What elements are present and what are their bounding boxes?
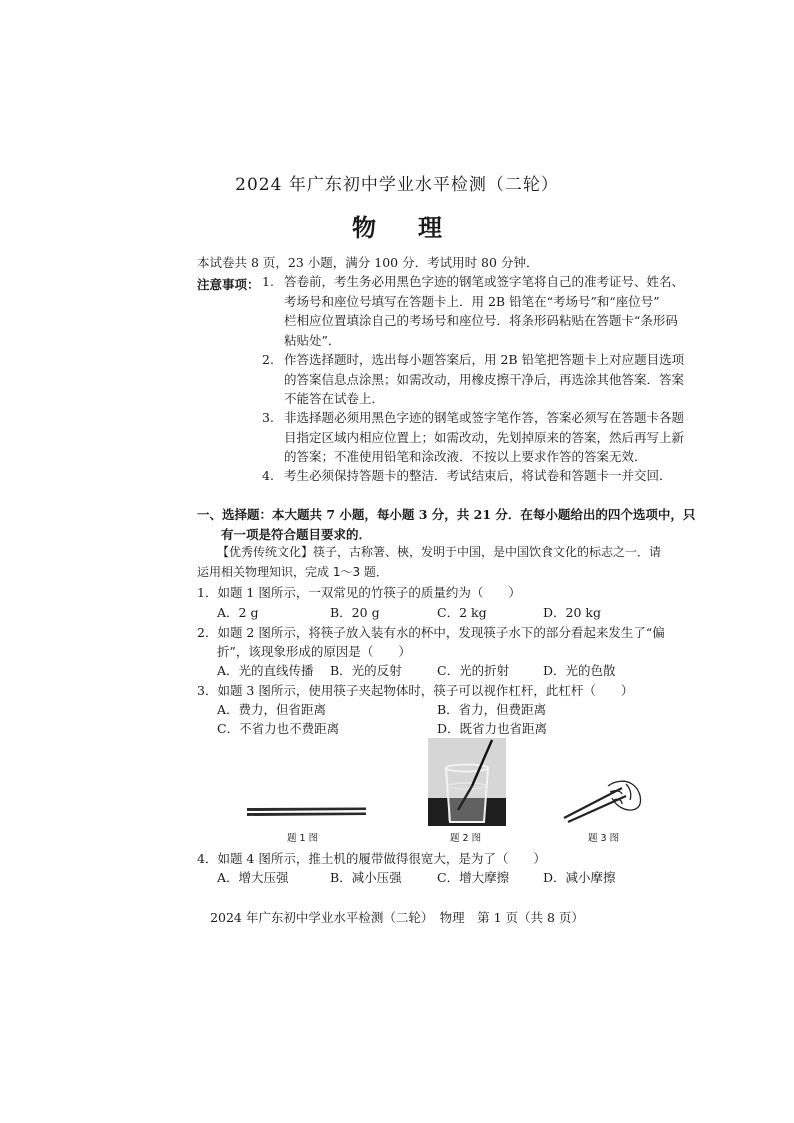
section-heading-line: 一、选择题：本大题共 7 小题，每小题 3 分，共 21 分．在每小题给出的四个选项中，只	[197, 507, 696, 522]
question-2-stem-cont: 折”，该现象形成的原因是（ ）	[217, 644, 411, 659]
q2-option-b: B．光的反射	[330, 663, 402, 678]
q4-option-b: B．减小压强	[330, 870, 402, 885]
q3-option-d: D．既省力也省距离	[437, 721, 548, 736]
question-1-stem: 1．如题 1 图所示，一双常见的竹筷子的质量约为（ ）	[197, 585, 521, 600]
q4-option-a: A．增大压强	[217, 870, 289, 885]
q4-option-d: D．减小摩擦	[543, 870, 616, 885]
chopsticks-pair-icon	[247, 808, 366, 817]
q1-option-c: C．2 kg	[437, 605, 487, 620]
notice-line: 作答选择题时，选出每小题答案后，用 2B 铅笔把答题卡上对应题目选项	[284, 352, 685, 367]
context-paragraph	[197, 543, 700, 582]
hand-holding-chopsticks-icon	[564, 781, 641, 822]
notice-line: 考场号和座位号填写在答题卡上．用 2B 铅笔在“考场号”和“座位号”	[284, 293, 660, 309]
notice-num: 1.	[262, 274, 274, 289]
exam-intro: 本试卷共 8 页，23 小题，满分 100 分．考试用时 80 分钟．	[197, 255, 539, 270]
notice-line: 目指定区域内相应位置上；如需改动，先划掉原来的答案，然后再写上新	[284, 429, 685, 445]
notice-line: 答卷前，考生务必用黑色字迹的钢笔或签字笔将自己的准考证号、姓名、	[284, 274, 685, 289]
notice-line: 不能答在试卷上．	[284, 391, 385, 406]
chopsticks-figure	[245, 800, 370, 824]
q4-option-c: C．增大摩擦	[437, 870, 510, 885]
notice-item-3	[262, 408, 702, 467]
q3-option-a: A．费力，但省距离	[217, 702, 327, 717]
figure-3-caption: 题 3 图	[588, 833, 620, 844]
notice-item-1	[262, 272, 702, 350]
exam-title: 2024 年广东初中学业水平检测（二轮）	[235, 175, 559, 195]
q3-option-c: C．不省力也不费距离	[217, 721, 340, 736]
question-2-stem: 2．如题 2 图所示，将筷子放入装有水的杯中，发现筷子水下的部分看起来发生了“偏	[197, 625, 665, 640]
notice-item-2	[262, 350, 702, 409]
figure-2-caption: 题 2 图	[450, 833, 482, 844]
q2-option-c: C．光的折射	[437, 663, 510, 678]
context-line: 运用相关物理知识，完成 1～3 题．	[197, 564, 388, 579]
notice-line: 非选择题必须用黑色字迹的钢笔或签字笔作答，答案必须写在答题卡各题	[284, 410, 685, 425]
question-3-stem: 3．如题 3 图所示，使用筷子夹起物体时，筷子可以视作杠杆，此杠杆（ ）	[197, 683, 634, 698]
water-cup-figure	[428, 738, 506, 826]
notice-item-4	[262, 466, 702, 486]
subject-title: 物理	[352, 213, 484, 242]
q1-option-a: A．2 g	[217, 605, 259, 620]
hand-chopsticks-figure	[560, 778, 644, 824]
page-footer: 2024 年广东初中学业水平检测（二轮） 物理 第 1 页（共 8 页）	[210, 910, 584, 925]
context-line: 【优秀传统文化】筷子，古称箸、梜，发明于中国，是中国饮食文化的标志之一．请	[217, 545, 662, 559]
section-heading	[197, 505, 697, 544]
q3-option-b: B．省力，但费距离	[437, 702, 547, 717]
notice-line: 的答案信息点涂黑；如需改动，用橡皮擦干净后，再选涂其他答案．答案	[284, 371, 685, 387]
q1-option-d: D．20 kg	[543, 605, 601, 620]
notice-num: 3.	[262, 410, 274, 425]
notice-line: 粘贴处”．	[284, 332, 341, 348]
chopstick-in-water-cup-icon	[428, 738, 506, 826]
q2-option-a: A．光的直线传播	[217, 663, 314, 678]
notice-line: 栏相应位置填涂自己的考场号和座位号．将条形码粘贴在答题卡“条形码	[284, 313, 678, 328]
notice-num: 2.	[262, 352, 274, 367]
q2-option-d: D．光的色散	[543, 663, 616, 678]
figure-1-caption: 题 1 图	[287, 833, 319, 844]
notice-label: 注意事项：	[197, 277, 260, 292]
section-heading-line: 有一项是符合题目要求的．	[221, 526, 372, 542]
notice-line: 考生必须保持答题卡的整洁．考试结束后，将试卷和答题卡一并交回．	[284, 468, 672, 483]
notice-line: 的答案；不准使用铅笔和涂改液．不按以上要求作答的答案无效．	[284, 449, 647, 464]
question-4-stem: 4．如题 4 图所示，推土机的履带做得很宽大，是为了（ ）	[197, 851, 546, 866]
q1-option-b: B．20 g	[330, 605, 380, 620]
notice-num: 4.	[262, 468, 274, 483]
